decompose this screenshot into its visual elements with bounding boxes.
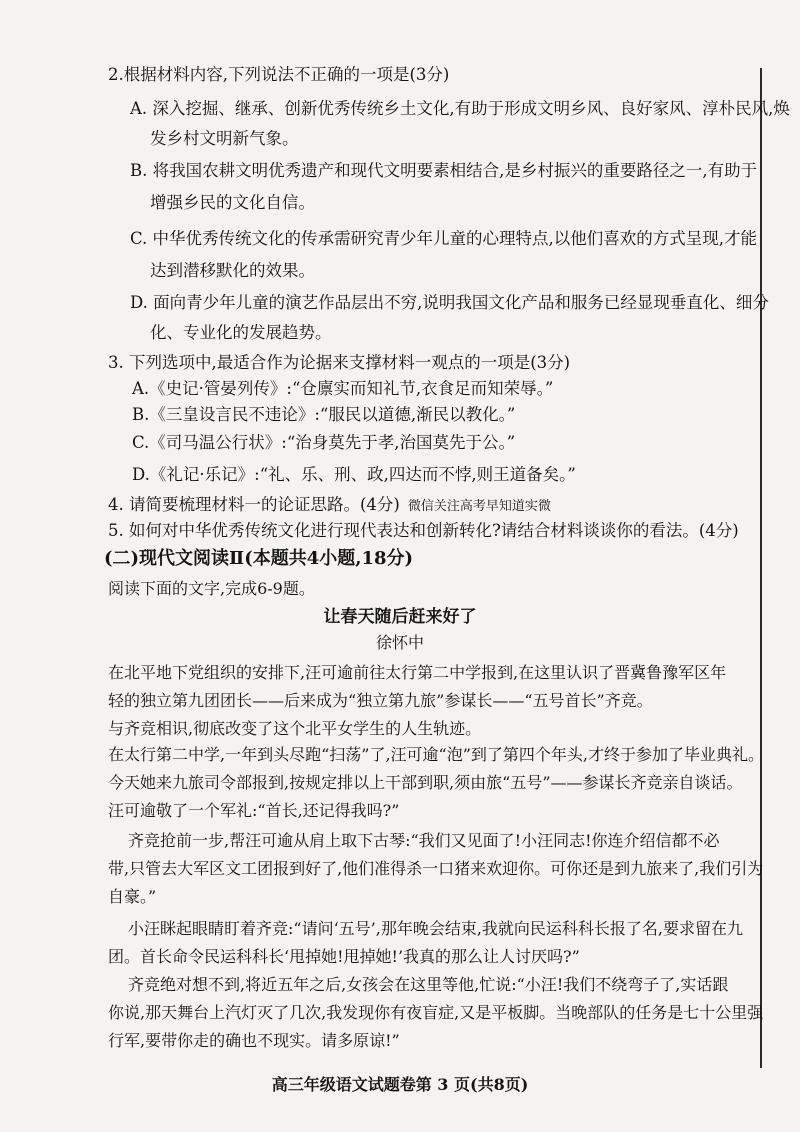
article-title: 让春天随后赶来好了 xyxy=(323,607,477,627)
q4-watermark: 微信关注高考早知道实微 xyxy=(407,499,551,514)
page-footer: 高三年级语文试题卷第 3 页(共8页) xyxy=(271,1075,529,1094)
article-line: 轻的独立第九团团长——后来成为“独立第九旅”参谋长——“五号首长”齐竞。 xyxy=(108,691,653,710)
article-line: 你说,那天舞台上汽灯灭了几次,我发现你有夜盲症,又是平板脚。当晚部队的任务是七十公里强 xyxy=(108,1003,764,1022)
q3-stem: 3. 下列选项中,最适合作为论据来支撑材料一观点的一项是(3分) xyxy=(108,353,571,372)
article-author: 徐怀中 xyxy=(375,633,424,652)
q4-stem xyxy=(108,494,551,518)
q3-option-c: C.《司马温公行状》:“治身莫先于孝,治国莫先于公。” xyxy=(132,433,516,452)
q3-option-d: D.《礼记·乐记》:“礼、乐、刑、政,四达而不悖,则王道备矣。” xyxy=(132,465,576,484)
article-line: 行军,要带你走的确也不现实。请多原谅!” xyxy=(108,1031,400,1050)
article-line: 与齐竞相识,彻底改变了这个北平女学生的人生轨迹。 xyxy=(108,719,482,738)
article-line: 齐竞抢前一步,帮汪可逾从肩上取下古琴:“我们又见面了!小汪同志!你连介绍信都不必 xyxy=(128,831,720,850)
q2-option-c-line1: C. 中华优秀传统文化的传承需研究青少年儿童的心理特点,以他们喜欢的方式呈现,才能 xyxy=(130,229,758,248)
q2-option-d-line2: 化、专业化的发展趋势。 xyxy=(150,323,332,342)
q3-option-b: B.《三皇设言民不违论》:“服民以道德,渐民以教化。” xyxy=(132,405,516,424)
q2-stem: 2.根据材料内容,下列说法不正确的一项是(3分) xyxy=(108,65,450,84)
article-line: 在北平地下党组织的安排下,汪可逾前往太行第二中学报到,在这里认识了晋冀鲁豫军区年 xyxy=(108,663,727,682)
article-line: 带,只管去大军区文工团报到好了,他们准得杀一口猪来欢迎你。可你还是到九旅来了,我们引为 xyxy=(108,859,764,878)
article-line: 团。首长命令民运科科长‘甩掉她!甩掉她!’我真的那么让人讨厌吗?” xyxy=(108,947,580,966)
article-line: 今天她来九旅司令部报到,按规定排以上干部到职,须由旅“五号”——参谋长齐竞亲自谈话。 xyxy=(108,773,743,792)
article-line: 小汪眯起眼睛盯着齐竞:“请问‘五号’,那年晚会结束,我就向民运科科长报了名,要求留在九 xyxy=(128,919,744,938)
q2-option-a-line1: A. 深入挖掘、继承、创新优秀传统乡土文化,有助于形成文明乡风、良好家风、淳朴民风,焕 xyxy=(130,99,790,118)
q4-stem-text: 4. 请简要梳理材料一的论证思路。(4分) xyxy=(108,495,400,514)
q2-option-a-line2: 发乡村文明新气象。 xyxy=(150,129,299,148)
q2-option-b-line1: B. 将我国农耕文明优秀遗产和现代文明要素相结合,是乡村振兴的重要路径之一,有助于 xyxy=(130,161,758,180)
margin-rule xyxy=(760,68,762,1068)
q3-option-a: A.《史记·管晏列传》:“仓廪实而知礼节,衣食足而知荣辱。” xyxy=(132,379,554,398)
article-line: 自豪。” xyxy=(108,887,157,906)
article-line: 在太行第二中学,一年到头尽跑“扫荡”了,汪可逾“泡”到了第四个年头,才终于参加了毕业典礼。 xyxy=(108,745,764,764)
q5-stem: 5. 如何对中华优秀传统文化进行现代表达和创新转化?请结合材料谈谈你的看法。(4分) xyxy=(108,521,739,540)
section-heading: (二)现代文阅读Ⅱ(本题共4小题,18分) xyxy=(104,548,414,569)
section-instruction: 阅读下面的文字,完成6-9题。 xyxy=(108,579,315,598)
q2-option-d-line1: D. 面向青少年儿童的演艺作品层出不穷,说明我国文化产品和服务已经显现垂直化、细分 xyxy=(130,293,769,312)
q2-option-b-line2: 增强乡民的文化自信。 xyxy=(150,193,315,212)
article-line: 齐竞绝对想不到,将近五年之后,女孩会在这里等他,忙说:“小汪!我们不绕弯子了,实话跟 xyxy=(128,975,729,994)
article-line: 汪可逾敬了一个军礼:“首长,还记得我吗?” xyxy=(108,801,400,820)
q2-option-c-line2: 达到潜移默化的效果。 xyxy=(150,261,315,280)
